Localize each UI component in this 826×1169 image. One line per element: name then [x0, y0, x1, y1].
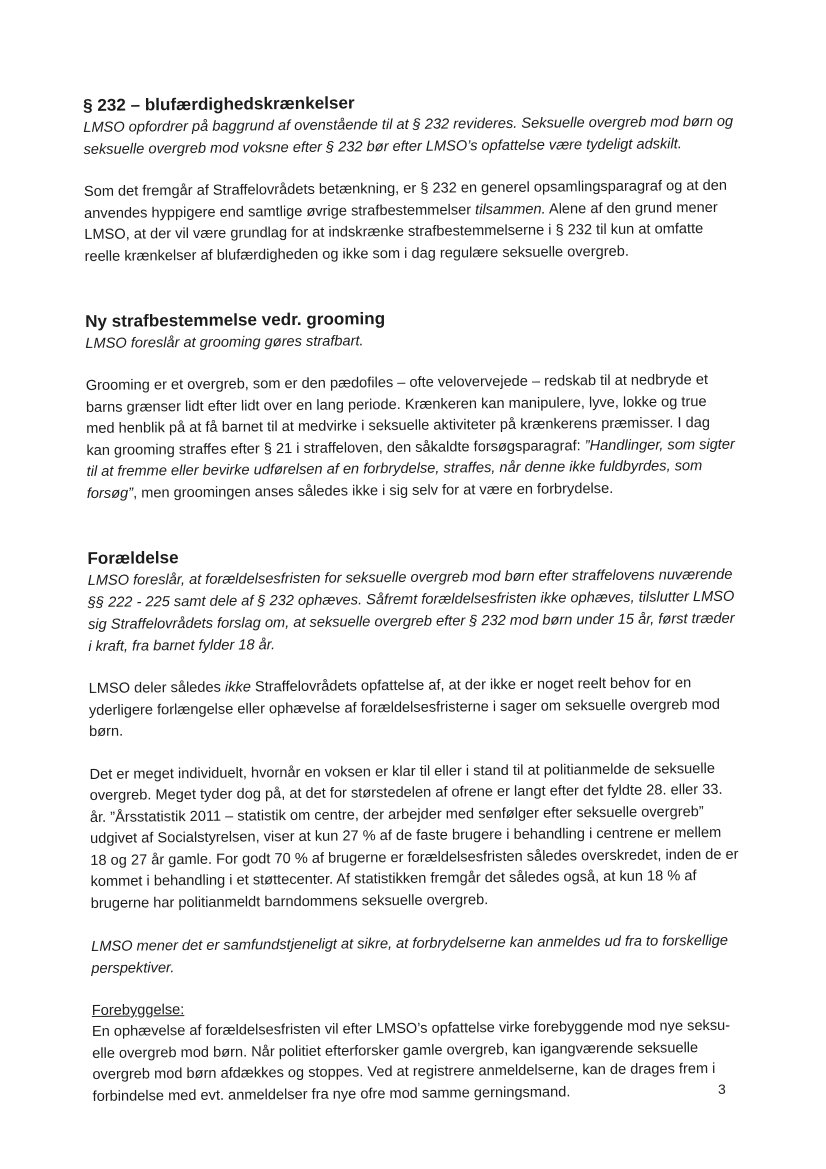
paragraph-text: Alene af den grund mener LMSO, at der vil være grundlag for at indskrænke strafbestemmelserne i § 232 til kun at omfatte reelle krænkelser af blufærdigheden og ikke som i dag regulære seksuelle overgreb.	[84, 199, 718, 265]
paragraph-text: , men groomingen anses således ikke i sig selv for at være en forbrydelse.	[132, 480, 614, 502]
section-paragraph-232	[84, 176, 735, 268]
section-heading-grooming: Ny strafbestemmelse vedr. grooming	[85, 309, 386, 331]
paragraph-emphasis: ikke	[224, 679, 252, 696]
paragraph-text: LMSO deler således	[88, 679, 226, 697]
section-heading-232: § 232 – blufærdighedskrænkelser	[83, 93, 355, 115]
section-heading-forebyggelse: Forebyggelse:	[91, 1002, 185, 1019]
section-paragraph-foraeldelse-3: LMSO mener det er samfundstjeneligt at sikre, at forbrydelserne kan anmeldes ud fra to forskellige perspektiver.	[91, 932, 728, 977]
section-heading-foraeldelse: Forældelse	[87, 548, 179, 568]
section-paragraph-foraeldelse-1	[89, 673, 740, 744]
section-lede-grooming: LMSO foreslår at grooming gøres strafbart.	[85, 333, 364, 352]
section-paragraph-foraeldelse-2: Det er meget individuelt, hvornår en voksen er klar til eller i stand til at politianmelde de seksuelle overgreb. Meget tyder dog på, at det for størstedelen af ofrene er langt efter det fyldte 28. eller 33. år. ”Årsstatistik 2011 – statistik om centre, der arbejder med senfølger efter seksuelle overgreb” udgivet af Socialstyrelsen, viser at kun 27 % af de faste brugere i behandling i centrene er mellem 18 og 27 år gamle. For godt 70 % af brugerne er forældelsesfristen således overskredet, inden de er kommet i behandling i et støttecenter. Af statistikken fremgår det således også, at kun 18 % af brugerne har politianmeldt barndommens seksuelle overgreb.	[89, 760, 739, 912]
section-lede-232: LMSO opfordrer på baggrund af ovenstående til at § 232 revideres. Seksuelle overgreb mod børn og seksuelle overgreb mod voksne efter § 232 bør efter LMSO’s opfattelse være tydeligt adskilt.	[83, 113, 734, 158]
section-paragraph-grooming	[86, 370, 737, 505]
section-paragraph-forebyggelse: En ophævelse af forældelsesfristen vil efter LMSO’s opfattelse virke forebyggende mod nye seksu-elle overgreb mod børn. Når politiet efterforsker gamle overgreb, kan igangværende seksuelle overgreb mod børn afdækkes og stoppes. Ved at registrere anmeldelserne, kan de drages frem i forbindelse med evt. anmeldelser fra nye ofre mod samme gerningsmand.	[91, 1017, 731, 1105]
paragraph-emphasis: ”Handlinger, som sigter til at fremme eller bevirke udførelsen af en forbrydelse, straffes, når denne ikke fuldbyrdes, som forsøg”	[86, 436, 735, 502]
section-lede-foraeldelse: LMSO foreslår, at forældelsesfristen for seksuelle overgreb mod børn efter straffelovens nuværende §§ 222 - 225 samt dele af § 232 ophæves. Såfremt forældelsesfristen ikke ophæves, tilslutter LMSO sig Straffelovrådets forslag om, at seksuelle overgreb efter § 232 mod børn under 15 år, først træder i kraft, fra barnet fylder 18 år.	[87, 566, 735, 655]
paragraph-text: Straffelovrådets opfattelse af, at der ikke er noget reelt behov for en yderligere forlængelse eller ophævelse af forældelsesfristerne i sager om seksuelle overgreb mod børn.	[88, 675, 721, 740]
page-number: 3	[718, 1081, 726, 1097]
paragraph-emphasis: tilsammen.	[475, 201, 546, 218]
document-page	[83, 89, 743, 1108]
paragraph-text: Grooming er et overgreb, som er den pædofiles – ofte velovervejede – redskab til at nedbryde et barns grænser lidt efter lidt over en lang periode. Krænkeren kan manipulere, lyve, lokke og true med henblik på at få barnet til at medvirke i seksuelle aktiviteter på krænkerens præmisser. I dag kan grooming straffes efter § 21 i straffeloven, den såkaldte forsøgsparagraf:	[85, 372, 711, 459]
paragraph-text: Som det fremgår af Straffelovrådets betænkning, er § 232 en generel opsamlingsparagraf og at den anvendes hyppigere end samtlige øvrige strafbestemmelser	[83, 177, 728, 222]
